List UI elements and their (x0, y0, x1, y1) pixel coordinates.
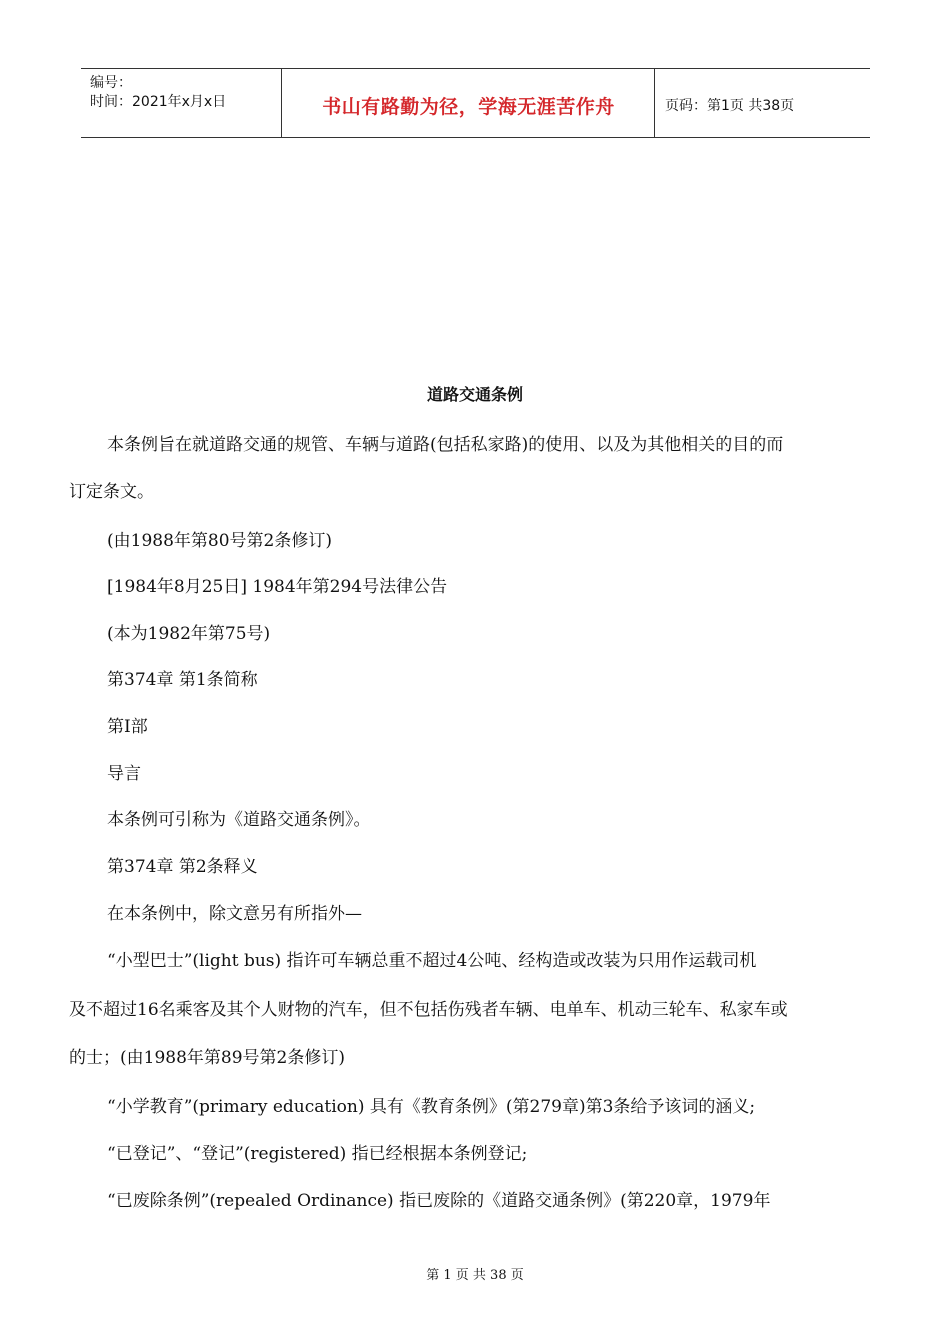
body-line: 的士；(由1988年第89号第2条修订) (69, 1048, 345, 1068)
body-line: [1984年8月25日] 1984年第294号法律公告 (107, 577, 448, 597)
body-line: “已废除条例”(repealed Ordinance) 指已废除的《道路交通条例》(第220章，1979年 (107, 1191, 771, 1211)
body-line: 第374章 第2条释义 (107, 857, 258, 877)
page-header (81, 68, 870, 138)
header-motto: 书山有路勤为径，学海无涯苦作舟 (322, 96, 615, 118)
body-line: 及不超过16名乘客及其个人财物的汽车，但不包括伤残者车辆、电单车、机动三轮车、私家车或 (69, 1000, 788, 1020)
body-line: 第374章 第1条简称 (107, 670, 258, 690)
document-title: 道路交通条例 (426, 385, 523, 404)
body-line: “已登记”、“登记”(registered) 指已经根据本条例登记; (107, 1144, 528, 1164)
page-footer: 第 1 页 共 38 页 (426, 1268, 524, 1283)
body-line: 导言 (107, 764, 141, 784)
header-motto-cell (282, 69, 655, 137)
document-number-label: 编号： (90, 75, 132, 91)
document-time-label: 时间：2021年x月x日 (90, 94, 227, 110)
body-line: 第I部 (107, 717, 148, 737)
body-line: (由1988年第80号第2条修订) (107, 531, 332, 551)
header-page-info: 页码：第1页 共38页 (665, 98, 795, 114)
body-line: 在本条例中，除文意另有所指外— (107, 904, 362, 924)
body-line: 订定条文。 (69, 482, 154, 502)
body-line: “小学教育”(primary education) 具有《教育条例》(第279章)第3条给予该词的涵义; (107, 1097, 756, 1117)
body-line: 本条例可引称为《道路交通条例》。 (107, 810, 371, 830)
body-line: 本条例旨在就道路交通的规管、车辆与道路(包括私家路)的使用、以及为其他相关的目的而 (107, 435, 784, 455)
body-line: (本为1982年第75号) (107, 624, 271, 644)
header-meta-cell (81, 69, 282, 137)
body-line: “小型巴士”(light bus) 指许可车辆总重不超过4公吨、经构造或改装为只用作运载司机 (107, 951, 757, 971)
header-page-cell (655, 69, 870, 137)
